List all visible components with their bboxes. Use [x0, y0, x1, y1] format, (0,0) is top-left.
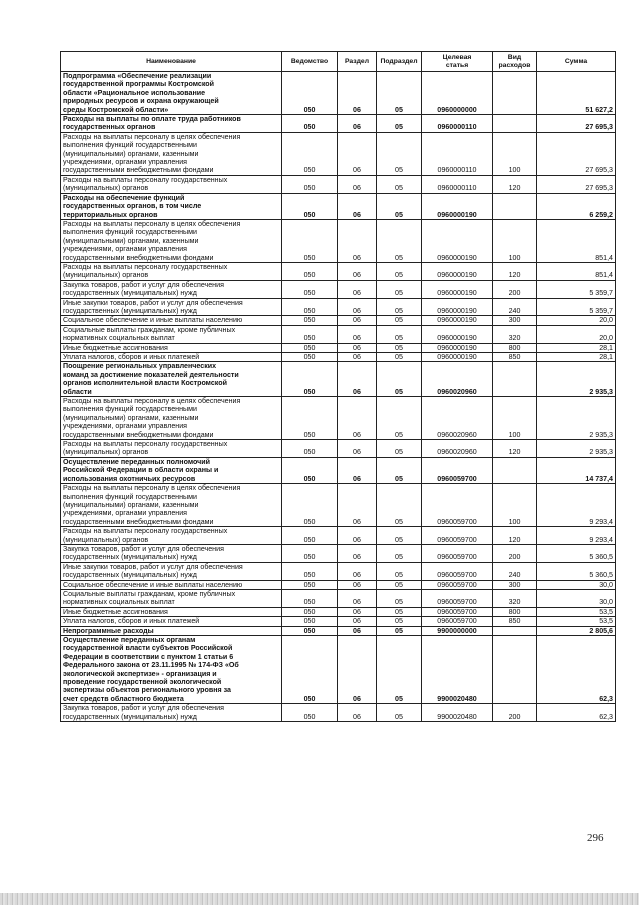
cell-subsection: 05 — [377, 193, 422, 219]
cell-subsection: 05 — [377, 298, 422, 316]
cell-subsection: 05 — [377, 562, 422, 580]
cell-section: 06 — [338, 219, 377, 262]
cell-exptype — [493, 636, 537, 704]
cell-dept: 050 — [282, 527, 338, 545]
cell-target: 0960000190 — [422, 298, 493, 316]
cell-sum: 20,0 — [537, 316, 616, 325]
cell-dept: 050 — [282, 457, 338, 483]
cell-target: 0960059700 — [422, 589, 493, 607]
header-sum: Сумма — [537, 52, 616, 72]
cell-dept: 050 — [282, 325, 338, 343]
cell-sum: 30,0 — [537, 580, 616, 589]
cell-target: 9900000000 — [422, 626, 493, 635]
cell-subsection: 05 — [377, 219, 422, 262]
cell-section: 06 — [338, 626, 377, 635]
cell-sum: 20,0 — [537, 325, 616, 343]
cell-exptype: 240 — [493, 298, 537, 316]
cell-subsection: 05 — [377, 316, 422, 325]
cell-dept: 050 — [282, 316, 338, 325]
header-name: Наименование — [61, 52, 282, 72]
cell-sum: 27 695,3 — [537, 132, 616, 175]
cell-section: 06 — [338, 636, 377, 704]
cell-sum: 2 935,3 — [537, 362, 616, 397]
cell-name: Расходы на выплаты по оплате труда работников государственных органов — [61, 115, 282, 133]
cell-sum: 6 259,2 — [537, 193, 616, 219]
table-row — [61, 362, 616, 397]
cell-section: 06 — [338, 484, 377, 527]
cell-subsection: 05 — [377, 704, 422, 722]
cell-sum: 28,1 — [537, 353, 616, 362]
cell-name: Расходы на выплаты персоналу государственных (муниципальных) органов — [61, 175, 282, 193]
cell-exptype: 100 — [493, 397, 537, 440]
cell-section: 06 — [338, 325, 377, 343]
cell-target: 9900020480 — [422, 704, 493, 722]
cell-name: Иные закупки товаров, работ и услуг для обеспечения государственных (муниципальных) нужд — [61, 562, 282, 580]
cell-subsection: 05 — [377, 72, 422, 115]
cell-subsection: 05 — [377, 132, 422, 175]
cell-target: 0960000190 — [422, 262, 493, 280]
cell-exptype: 850 — [493, 617, 537, 626]
cell-sum: 53,5 — [537, 617, 616, 626]
cell-exptype — [493, 457, 537, 483]
cell-sum: 14 737,4 — [537, 457, 616, 483]
cell-subsection: 05 — [377, 353, 422, 362]
cell-sum: 27 695,3 — [537, 115, 616, 133]
cell-exptype: 300 — [493, 316, 537, 325]
cell-section: 06 — [338, 353, 377, 362]
cell-name: Расходы на выплаты персоналу в целях обеспечения выполнения функций государственными (муниципальными) органами, казенными учреждениями, органами управления государственными внебюджетными фондами — [61, 397, 282, 440]
cell-name: Иные бюджетные ассигнования — [61, 607, 282, 616]
cell-target: 0960000110 — [422, 115, 493, 133]
cell-target: 0960020960 — [422, 440, 493, 458]
cell-target: 0960000110 — [422, 132, 493, 175]
cell-exptype: 800 — [493, 607, 537, 616]
table-header-row — [61, 52, 616, 72]
cell-dept: 050 — [282, 617, 338, 626]
cell-section: 06 — [338, 527, 377, 545]
cell-target: 0960000110 — [422, 175, 493, 193]
cell-section: 06 — [338, 457, 377, 483]
cell-name: Поощрение региональных управленческих команд за достижение показателей деятельности органов исполнительной власти Костромской области — [61, 362, 282, 397]
cell-name: Социальные выплаты гражданам, кроме публичных нормативных социальных выплат — [61, 325, 282, 343]
cell-dept: 050 — [282, 484, 338, 527]
cell-target: 0960059700 — [422, 457, 493, 483]
cell-dept: 050 — [282, 298, 338, 316]
cell-dept: 050 — [282, 353, 338, 362]
cell-dept: 050 — [282, 589, 338, 607]
cell-exptype: 100 — [493, 484, 537, 527]
cell-section: 06 — [338, 580, 377, 589]
cell-name: Расходы на выплаты персоналу в целях обеспечения выполнения функций государственными (муниципальными) органами, казенными учреждениями, органами управления государственными внебюджетными фондами — [61, 484, 282, 527]
cell-name: Социальное обеспечение и иные выплаты населению — [61, 580, 282, 589]
table-row — [61, 704, 616, 722]
cell-section: 06 — [338, 115, 377, 133]
table-row — [61, 72, 616, 115]
cell-dept: 050 — [282, 132, 338, 175]
table-row — [61, 325, 616, 343]
cell-section: 06 — [338, 298, 377, 316]
cell-subsection: 05 — [377, 544, 422, 562]
table-row — [61, 316, 616, 325]
cell-name: Иные закупки товаров, работ и услуг для обеспечения государственных (муниципальных) нужд — [61, 298, 282, 316]
cell-dept: 050 — [282, 219, 338, 262]
cell-sum: 851,4 — [537, 219, 616, 262]
cell-subsection: 05 — [377, 362, 422, 397]
cell-subsection: 05 — [377, 115, 422, 133]
cell-subsection: 05 — [377, 589, 422, 607]
cell-subsection: 05 — [377, 325, 422, 343]
cell-section: 06 — [338, 362, 377, 397]
header-target: Целевая статья — [422, 52, 493, 72]
cell-exptype — [493, 72, 537, 115]
cell-sum: 9 293,4 — [537, 484, 616, 527]
cell-target: 0960000190 — [422, 343, 493, 352]
cell-exptype: 120 — [493, 440, 537, 458]
cell-dept: 050 — [282, 343, 338, 352]
cell-target: 0960059700 — [422, 607, 493, 616]
header-exptype: Вид расходов — [493, 52, 537, 72]
cell-name: Уплата налогов, сборов и иных платежей — [61, 353, 282, 362]
cell-subsection: 05 — [377, 343, 422, 352]
table-row — [61, 457, 616, 483]
cell-dept: 050 — [282, 193, 338, 219]
cell-target: 0960059700 — [422, 544, 493, 562]
cell-target: 9900020480 — [422, 636, 493, 704]
cell-dept: 050 — [282, 440, 338, 458]
cell-exptype: 120 — [493, 527, 537, 545]
cell-target: 0960020960 — [422, 397, 493, 440]
page-number: 296 — [587, 832, 604, 844]
cell-section: 06 — [338, 175, 377, 193]
cell-section: 06 — [338, 607, 377, 616]
cell-section: 06 — [338, 343, 377, 352]
cell-dept: 050 — [282, 580, 338, 589]
cell-name: Расходы на выплаты персоналу в целях обеспечения выполнения функций государственными (муниципальными) органами, казенными учреждениями, органами управления государственными внебюджетными фондами — [61, 219, 282, 262]
cell-target: 0960059700 — [422, 484, 493, 527]
cell-exptype — [493, 115, 537, 133]
table-row — [61, 607, 616, 616]
cell-name: Иные бюджетные ассигнования — [61, 343, 282, 352]
table-row — [61, 298, 616, 316]
table-row — [61, 219, 616, 262]
cell-subsection: 05 — [377, 636, 422, 704]
cell-exptype: 240 — [493, 562, 537, 580]
cell-target: 0960000190 — [422, 316, 493, 325]
cell-name: Осуществление переданных органам государственной власти субъектов Российской Федерации в соответствии с пунктом 1 статьи 6 Федерального закона от 23.11.1995 № 174-ФЗ «Об экологической экспертизе» - организация и проведение государственной экологической экспертизы объектов регионального уровня за счет средств областного бюджета — [61, 636, 282, 704]
cell-section: 06 — [338, 440, 377, 458]
cell-name: Расходы на обеспечение функций государственных органов, в том числе территориальных органов — [61, 193, 282, 219]
cell-exptype: 850 — [493, 353, 537, 362]
budget-table — [60, 51, 616, 722]
cell-subsection: 05 — [377, 484, 422, 527]
cell-sum: 30,0 — [537, 589, 616, 607]
cell-dept: 050 — [282, 280, 338, 298]
table-row — [61, 262, 616, 280]
table-row — [61, 527, 616, 545]
cell-sum: 5 359,7 — [537, 280, 616, 298]
cell-section: 06 — [338, 562, 377, 580]
cell-dept: 050 — [282, 544, 338, 562]
cell-section: 06 — [338, 617, 377, 626]
cell-name: Закупка товаров, работ и услуг для обеспечения государственных (муниципальных) нужд — [61, 704, 282, 722]
cell-name: Закупка товаров, работ и услуг для обеспечения государственных (муниципальных) нужд — [61, 544, 282, 562]
header-dept: Ведомство — [282, 52, 338, 72]
cell-subsection: 05 — [377, 440, 422, 458]
cell-subsection: 05 — [377, 527, 422, 545]
cell-exptype — [493, 193, 537, 219]
cell-sum: 851,4 — [537, 262, 616, 280]
cell-section: 06 — [338, 704, 377, 722]
cell-exptype: 320 — [493, 589, 537, 607]
cell-subsection: 05 — [377, 457, 422, 483]
cell-sum: 27 695,3 — [537, 175, 616, 193]
cell-name: Осуществление переданных полномочий Российской Федерации в области охраны и использования охотничьих ресурсов — [61, 457, 282, 483]
header-section: Раздел — [338, 52, 377, 72]
cell-exptype: 100 — [493, 132, 537, 175]
cell-exptype — [493, 362, 537, 397]
cell-dept: 050 — [282, 362, 338, 397]
cell-sum: 2 935,3 — [537, 397, 616, 440]
table-row — [61, 617, 616, 626]
cell-sum: 62,3 — [537, 704, 616, 722]
cell-exptype: 800 — [493, 343, 537, 352]
cell-exptype: 200 — [493, 280, 537, 298]
cell-target: 0960059700 — [422, 580, 493, 589]
cell-sum: 2 805,6 — [537, 626, 616, 635]
cell-subsection: 05 — [377, 280, 422, 298]
cell-dept: 050 — [282, 704, 338, 722]
table-row — [61, 397, 616, 440]
cell-name: Непрограммные расходы — [61, 626, 282, 635]
cell-exptype: 320 — [493, 325, 537, 343]
cell-name: Подпрограмма «Обеспечение реализации государственной программы Костромской области «Рациональное использование природных ресурсов и охрана окружающей среды Костромской области» — [61, 72, 282, 115]
cell-dept: 050 — [282, 175, 338, 193]
cell-exptype: 120 — [493, 175, 537, 193]
cell-dept: 050 — [282, 562, 338, 580]
cell-name: Социальное обеспечение и иные выплаты населению — [61, 316, 282, 325]
cell-target: 0960000190 — [422, 325, 493, 343]
cell-sum: 51 627,2 — [537, 72, 616, 115]
cell-target: 0960000190 — [422, 193, 493, 219]
cell-sum: 9 293,4 — [537, 527, 616, 545]
cell-section: 06 — [338, 262, 377, 280]
cell-sum: 5 360,5 — [537, 544, 616, 562]
table-row — [61, 484, 616, 527]
cell-section: 06 — [338, 72, 377, 115]
cell-section: 06 — [338, 316, 377, 325]
cell-section: 06 — [338, 589, 377, 607]
table-row — [61, 544, 616, 562]
cell-subsection: 05 — [377, 617, 422, 626]
cell-name: Расходы на выплаты персоналу в целях обеспечения выполнения функций государственными (муниципальными) органами, казенными учреждениями, органами управления государственными внебюджетными фондами — [61, 132, 282, 175]
table-body — [61, 72, 616, 722]
cell-dept: 050 — [282, 626, 338, 635]
table-row — [61, 636, 616, 704]
cell-name: Закупка товаров, работ и услуг для обеспечения государственных (муниципальных) нужд — [61, 280, 282, 298]
cell-subsection: 05 — [377, 175, 422, 193]
cell-sum: 2 935,3 — [537, 440, 616, 458]
cell-sum: 62,3 — [537, 636, 616, 704]
cell-dept: 050 — [282, 72, 338, 115]
cell-target: 0960020960 — [422, 362, 493, 397]
cell-target: 0960000190 — [422, 353, 493, 362]
cell-subsection: 05 — [377, 262, 422, 280]
cell-exptype: 200 — [493, 544, 537, 562]
cell-sum: 5 359,7 — [537, 298, 616, 316]
cell-target: 0960000190 — [422, 219, 493, 262]
cell-exptype — [493, 626, 537, 635]
cell-dept: 050 — [282, 607, 338, 616]
scan-edge-strip — [0, 893, 639, 905]
cell-exptype: 300 — [493, 580, 537, 589]
cell-name: Расходы на выплаты персоналу государственных (муниципальных) органов — [61, 527, 282, 545]
cell-target: 0960059700 — [422, 617, 493, 626]
table-row — [61, 440, 616, 458]
table-row — [61, 343, 616, 352]
table-row — [61, 580, 616, 589]
cell-target: 0960059700 — [422, 562, 493, 580]
table-row — [61, 280, 616, 298]
cell-section: 06 — [338, 193, 377, 219]
cell-subsection: 05 — [377, 607, 422, 616]
table-row — [61, 132, 616, 175]
cell-name: Расходы на выплаты персоналу государственных (муниципальных) органов — [61, 262, 282, 280]
cell-dept: 050 — [282, 636, 338, 704]
cell-target: 0960000190 — [422, 280, 493, 298]
cell-sum: 5 360,5 — [537, 562, 616, 580]
cell-name: Уплата налогов, сборов и иных платежей — [61, 617, 282, 626]
cell-sum: 28,1 — [537, 343, 616, 352]
table-row — [61, 589, 616, 607]
cell-section: 06 — [338, 132, 377, 175]
cell-dept: 050 — [282, 262, 338, 280]
cell-subsection: 05 — [377, 626, 422, 635]
cell-exptype: 200 — [493, 704, 537, 722]
cell-section: 06 — [338, 544, 377, 562]
cell-sum: 53,5 — [537, 607, 616, 616]
cell-name: Расходы на выплаты персоналу государственных (муниципальных) органов — [61, 440, 282, 458]
cell-name: Социальные выплаты гражданам, кроме публичных нормативных социальных выплат — [61, 589, 282, 607]
cell-section: 06 — [338, 397, 377, 440]
cell-section: 06 — [338, 280, 377, 298]
table-row — [61, 115, 616, 133]
cell-exptype: 120 — [493, 262, 537, 280]
table-row — [61, 353, 616, 362]
cell-target: 0960000000 — [422, 72, 493, 115]
cell-dept: 050 — [282, 115, 338, 133]
header-subsection: Подраздел — [377, 52, 422, 72]
table-row — [61, 562, 616, 580]
cell-target: 0960059700 — [422, 527, 493, 545]
cell-subsection: 05 — [377, 397, 422, 440]
cell-dept: 050 — [282, 397, 338, 440]
table-row — [61, 175, 616, 193]
cell-subsection: 05 — [377, 580, 422, 589]
table-row — [61, 626, 616, 635]
table-row — [61, 193, 616, 219]
cell-exptype: 100 — [493, 219, 537, 262]
